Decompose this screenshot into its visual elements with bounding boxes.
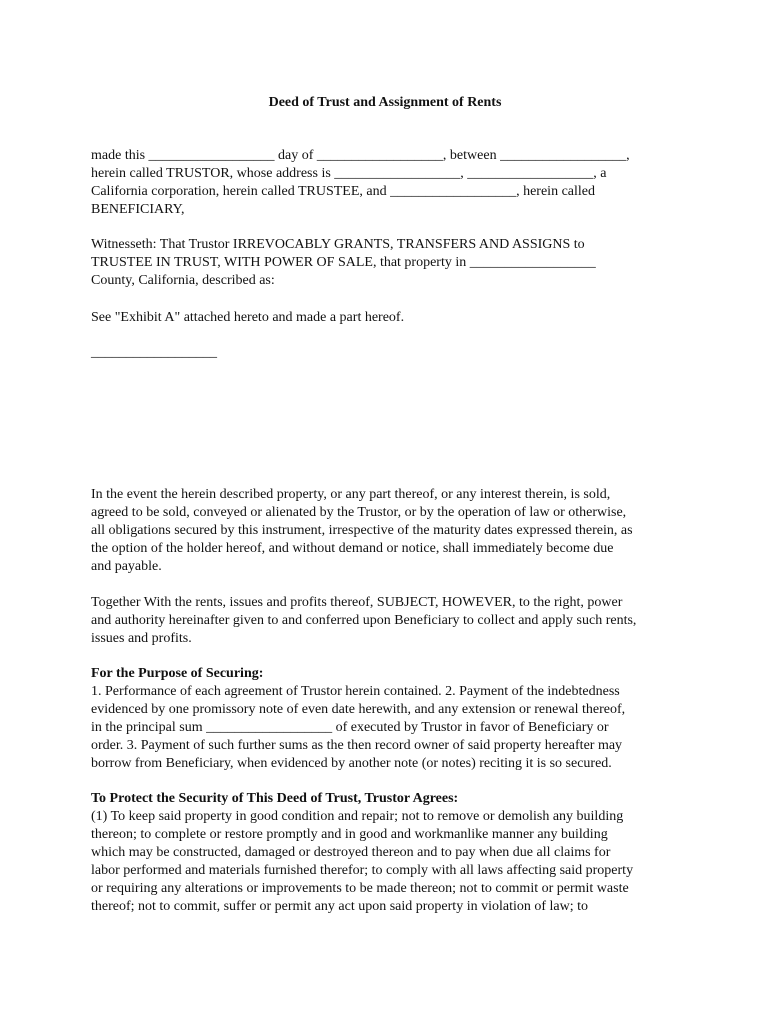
text-line: in the principal sum __________________ of executed by Trustor in favor of Beneficiary or [91,720,609,735]
text-line: borrow from Beneficiary, when evidenced by another note (or notes) reciting it is so secured. [91,756,612,771]
text-line: 1. Performance of each agreement of Trustor herein contained. 2. Payment of the indebtedness [91,684,620,699]
text-line: California corporation, herein called TRUSTEE, and __________________, herein called [91,184,595,199]
text-line: __________________ [91,345,217,360]
text-line: which may be constructed, damaged or destroyed thereon and to pay when due all claims for [91,845,611,860]
purpose-section [91,665,691,773]
witnesseth-paragraph [91,236,691,290]
text-line: thereof; not to commit, suffer or permit any act upon said property in violation of law; to [91,899,589,914]
text-line: order. 3. Payment of such further sums as the then record owner of said property hereafter may [91,738,623,753]
text-line: BENEFICIARY, [91,202,185,217]
text-line: and payable. [91,559,162,574]
text-line: herein called TRUSTOR, whose address is __________________, __________________, a [91,166,607,181]
protect-heading: To Protect the Security of This Deed of Trust, Trustor Agrees: [91,791,459,806]
text-line: all obligations secured by this instrument, irrespective of the maturity dates expressed therein, as [91,523,633,538]
text-line: In the event the herein described property, or any part thereof, or any interest therein, is sold, [91,487,611,502]
text-line: County, California, described as: [91,273,275,288]
text-line: (1) To keep said property in good condition and repair; not to remove or demolish any building [91,809,624,824]
exhibit-paragraph [91,309,691,327]
text-line: TRUSTEE IN TRUST, WITH POWER OF SALE, that property in __________________ [91,255,596,270]
text-line: agreed to be sold, conveyed or alienated by the Trustor, or by the operation of law or otherwise, [91,505,627,520]
text-line: See "Exhibit A" attached hereto and made a part hereof. [91,310,405,325]
text-line: evidenced by one promissory note of even date herewith, and any extension or renewal thereof, [91,702,626,717]
due-on-sale-paragraph [91,486,691,576]
made-this-paragraph [91,147,691,219]
text-line: and authority hereinafter given to and conferred upon Beneficiary to collect and apply such rents, [91,613,637,628]
text-line: made this __________________ day of __________________, between __________________, [91,148,630,163]
protect-security-section [91,790,691,916]
text-line: thereon; to complete or restore promptly and in good and workmanlike manner any building [91,827,608,842]
blank-signature-line [91,344,691,362]
text-line: Together With the rents, issues and profits thereof, SUBJECT, HOWEVER, to the right, power [91,595,623,610]
purpose-heading: For the Purpose of Securing: [91,666,264,681]
text-line: issues and profits. [91,631,192,646]
document-title: Deed of Trust and Assignment of Rents [268,95,502,110]
together-with-paragraph [91,594,691,648]
text-line: labor performed and materials furnished therefor; to comply with all laws affecting said property [91,863,634,878]
text-line: Witnesseth: That Trustor IRREVOCABLY GRANTS, TRANSFERS AND ASSIGNS to [91,237,585,252]
text-line: or requiring any alterations or improvements to be made thereon; not to commit or permit waste [91,881,629,896]
text-line: the option of the holder hereof, and without demand or notice, shall immediately become due [91,541,614,556]
